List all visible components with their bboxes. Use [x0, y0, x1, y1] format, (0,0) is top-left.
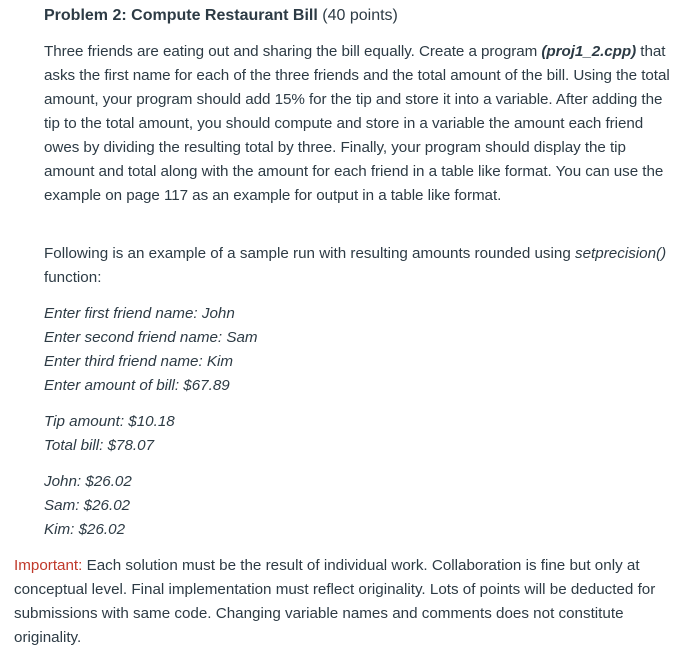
description-paragraph [44, 40, 674, 208]
description-text-end: that asks the first name for each of the three friends and the total amount of the bill. Using the total amount, your program should add 15% for the tip and store it into a variable. After adding the tip to the total amount, you should compute and store in a variable the amount each friend owes by dividing the resulting total by three. Finally, your program should display the tip amount and total along with the amount for each friend in a table like format. You can use the example on page 117 as an example for output in a table like format. [44, 43, 670, 204]
description-text-start: Three friends are eating out and sharing the bill equally. Create a program [44, 43, 542, 60]
important-paragraph [14, 554, 678, 650]
sample-run-output [44, 302, 674, 542]
important-text: Each solution must be the result of individual work. Collaboration is fine but only at conceptual level. Final implementation must reflect originality. Lots of points will be deducted for submissions with same code. Changing variable names and comments does not constitute originality. [14, 557, 656, 646]
sample-intro-text-start: Following is an example of a sample run with resulting amounts rounded using [44, 245, 576, 262]
sample-share-line: John: $26.02 [44, 473, 132, 490]
problem-title: Problem 2: Compute Restaurant Bill [44, 7, 318, 24]
problem-points: (40 points) [317, 7, 398, 24]
sample-input-line: Enter second friend name: Sam [44, 329, 258, 346]
important-label: Important: [14, 557, 83, 574]
sample-total-line: Total bill: $78.07 [44, 437, 155, 454]
important-notice [14, 554, 678, 650]
problem-heading [44, 6, 398, 26]
setprecision-function: setprecision() [575, 245, 667, 262]
spacer [44, 398, 674, 410]
sample-input-line: Enter first friend name: John [44, 305, 235, 322]
sample-intro-text-end: function: [44, 269, 102, 286]
sample-input-line: Enter amount of bill: $67.89 [44, 377, 230, 394]
program-filename: (proj1_2.cpp) [541, 43, 637, 60]
sample-intro-paragraph [44, 242, 674, 290]
sample-run-intro [44, 242, 674, 290]
sample-share-line: Kim: $26.02 [44, 521, 126, 538]
sample-input-line: Enter third friend name: Kim [44, 353, 234, 370]
problem-description [44, 40, 674, 208]
spacer [44, 458, 674, 470]
sample-total-line: Tip amount: $10.18 [44, 413, 175, 430]
sample-share-line: Sam: $26.02 [44, 497, 131, 514]
